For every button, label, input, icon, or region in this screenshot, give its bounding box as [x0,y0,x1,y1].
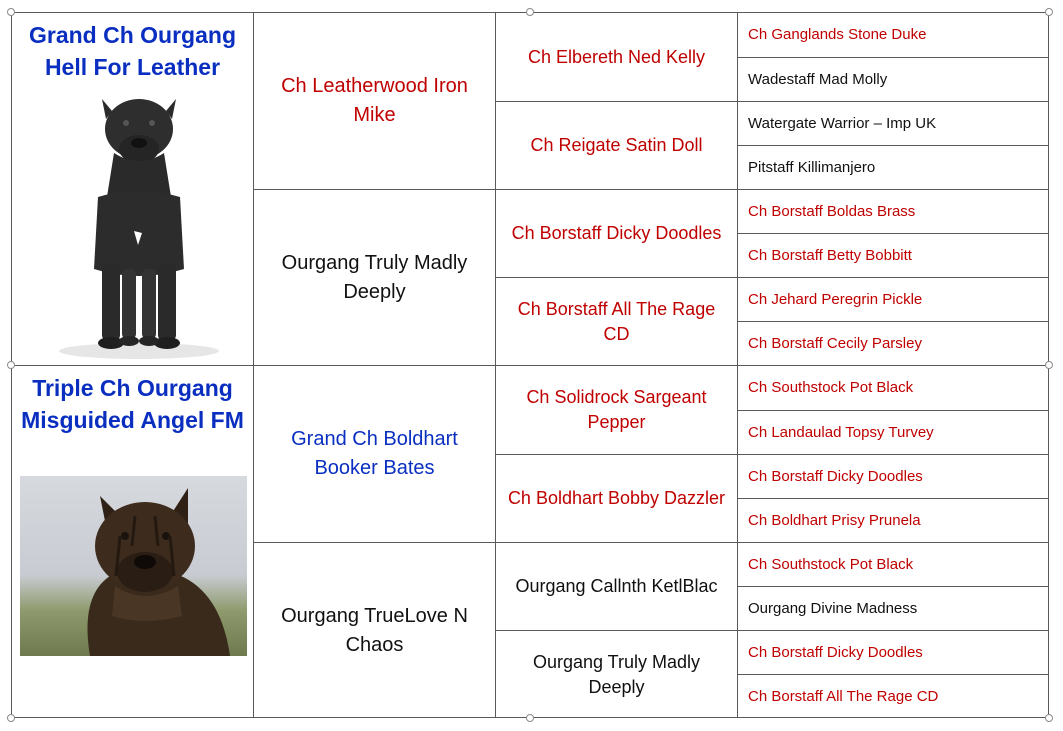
dog-name: Ourgang TrueLove N Chaos [281,604,468,656]
sire-cell [253,365,495,542]
dog-name: Ch Elbereth Ned Kelly [527,46,706,67]
dog-photo-brindle-staffy [20,476,247,656]
dog-name: Pitstaff Killimanjero [748,158,876,176]
dog-name: Ch Borstaff All The Rage CD [517,298,716,344]
dog-name: Ch Borstaff Betty Bobbitt [748,246,912,264]
great-grandparent-cell [737,410,1049,454]
great-grandparent-cell [737,233,1049,277]
great-grandparent-cell [737,498,1049,542]
dog-name: Ch Ganglands Stone Duke [748,26,927,43]
dog-name: Ch Borstaff Dicky Doodles [748,467,923,485]
great-grandparent-cell [737,12,1049,57]
great-grandparent-cell [737,57,1049,101]
dog-name: Ourgang Truly Madly Deeply [532,651,701,697]
pedigree-table [11,12,1049,718]
dog-name: Ch Jehard Peregrin Pickle [748,290,923,308]
great-grandparent-cell [737,542,1049,586]
dog-name: Ch Borstaff All The Rage CD [748,687,939,705]
grandparent-cell [495,365,737,454]
great-grandparent-cell [737,586,1049,630]
great-grandparent-cell [737,277,1049,321]
resize-handle-top-left[interactable] [7,8,15,16]
dog-name: Ch Landaulad Topsy Turvey [748,423,934,441]
subject-cell-2 [11,365,253,718]
dog-name: Ch Boldhart Prisy Prunela [748,511,921,529]
great-grandparent-cell [737,321,1049,365]
great-grandparent-cell [737,101,1049,145]
dam-cell [253,189,495,365]
grandparent-cell [495,454,737,542]
dog-name: Ourgang Callnth KetlBlac [515,576,718,596]
resize-handle-top[interactable] [526,8,534,16]
dog-name: Ourgang Truly Madly Deeply [281,251,468,303]
dog-name: Wadestaff Mad Molly [748,70,888,88]
great-grandparent-cell [737,145,1049,189]
sire-cell [253,12,495,189]
dog-name: Ch Leatherwood Iron Mike [281,75,468,126]
grandparent-cell [495,277,737,365]
subject-cell-1 [11,12,253,365]
dog-name: Ourgang Divine Madness [748,599,918,617]
great-grandparent-cell [737,189,1049,233]
grandparent-cell [495,189,737,277]
subject-title: Grand Ch Ourgang Hell For Leather [29,22,236,80]
dog-name: Ch Borstaff Cecily Parsley [748,334,922,352]
dog-name: Ch Solidrock Sargeant Pepper [526,387,707,432]
dog-name: Ch Southstock Pot Black [748,555,914,573]
dog-name: Ch Borstaff Dicky Doodles [748,643,923,661]
grandparent-cell [495,542,737,630]
great-grandparent-cell [737,630,1049,674]
dog-name: Ch Reigate Satin Doll [530,135,703,155]
resize-handle-left[interactable] [7,361,15,369]
resize-handle-right[interactable] [1045,361,1053,369]
dog-name: Grand Ch Boldhart Booker Bates [291,428,458,479]
resize-handle-bottom-right[interactable] [1045,714,1053,722]
grandparent-cell [495,630,737,718]
dog-name: Ch Borstaff Dicky Doodles [511,223,722,243]
grandparent-cell [495,12,737,101]
resize-handle-top-right[interactable] [1045,8,1053,16]
dog-name: Ch Borstaff Boldas Brass [748,202,916,220]
great-grandparent-cell [737,674,1049,718]
great-grandparent-cell [737,365,1049,410]
subject-title: Triple Ch Ourgang Misguided Angel FM [21,375,244,433]
dam-cell [253,542,495,718]
resize-handle-bottom-left[interactable] [7,714,15,722]
resize-handle-bottom[interactable] [526,714,534,722]
dog-name: Ch Southstock Pot Black [748,379,914,396]
dog-name: Ch Boldhart Bobby Dazzler [507,488,726,508]
dog-name: Watergate Warrior – Imp UK [748,114,937,132]
great-grandparent-cell [737,454,1049,498]
dog-photo-black-staffy [54,93,224,361]
grandparent-cell [495,101,737,189]
